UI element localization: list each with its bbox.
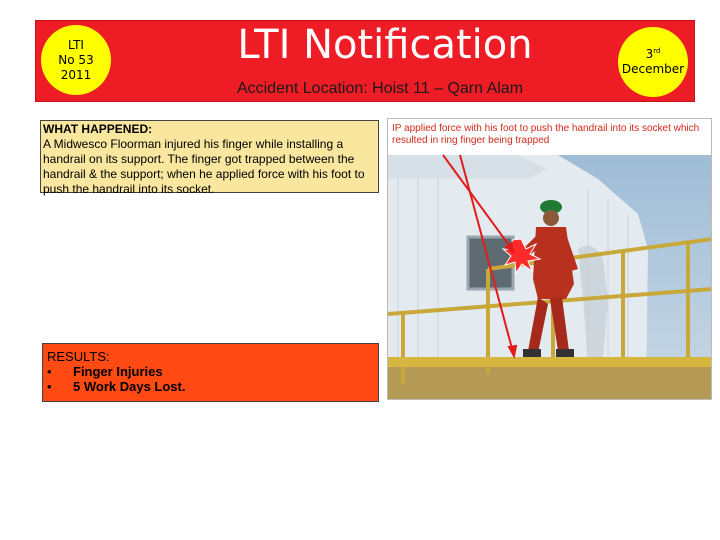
badge-line-1: LTI [68,37,84,52]
bullet-icon: • [47,379,52,394]
date-day-line [646,47,661,62]
date-badge [618,27,688,97]
results-heading: RESULTS: [47,349,110,364]
what-happened-text: A Midwesco Floorman injured his finger while installing a handrail on its support. The finger got trapped between the handrail & the support; when he applied force with his foot to push the handrail into its socket. [43,137,365,196]
photo-caption: IP applied force with his foot to push the handrail into its socket which resulted in ring finger being trapped [392,123,700,146]
results-item [47,364,374,379]
results-box [42,343,379,402]
incident-photo [387,118,712,400]
date-month: December [621,62,685,76]
lti-number-badge [41,25,111,95]
cabin-wall [388,155,648,389]
badge-line-3: 2011 [60,67,92,82]
toe-board [388,357,712,367]
results-item-text: Finger Injuries [73,364,163,379]
bullet-icon: • [47,364,52,379]
incident-photo-illustration [388,119,712,400]
cabin-roof [388,155,548,179]
what-happened-box [40,120,379,196]
accident-location: Accident Location: Hoist 11 – Qarn Alam [236,80,524,97]
results-item [47,379,374,394]
badge-line-2: No 53 [58,52,94,67]
what-happened-heading: WHAT HAPPENED: [43,122,153,136]
results-item-text: 5 Work Days Lost. [73,379,186,394]
date-suffix: rd [653,47,661,55]
date-day: 3 [645,47,654,61]
page-title: LTI Notification [237,22,533,68]
